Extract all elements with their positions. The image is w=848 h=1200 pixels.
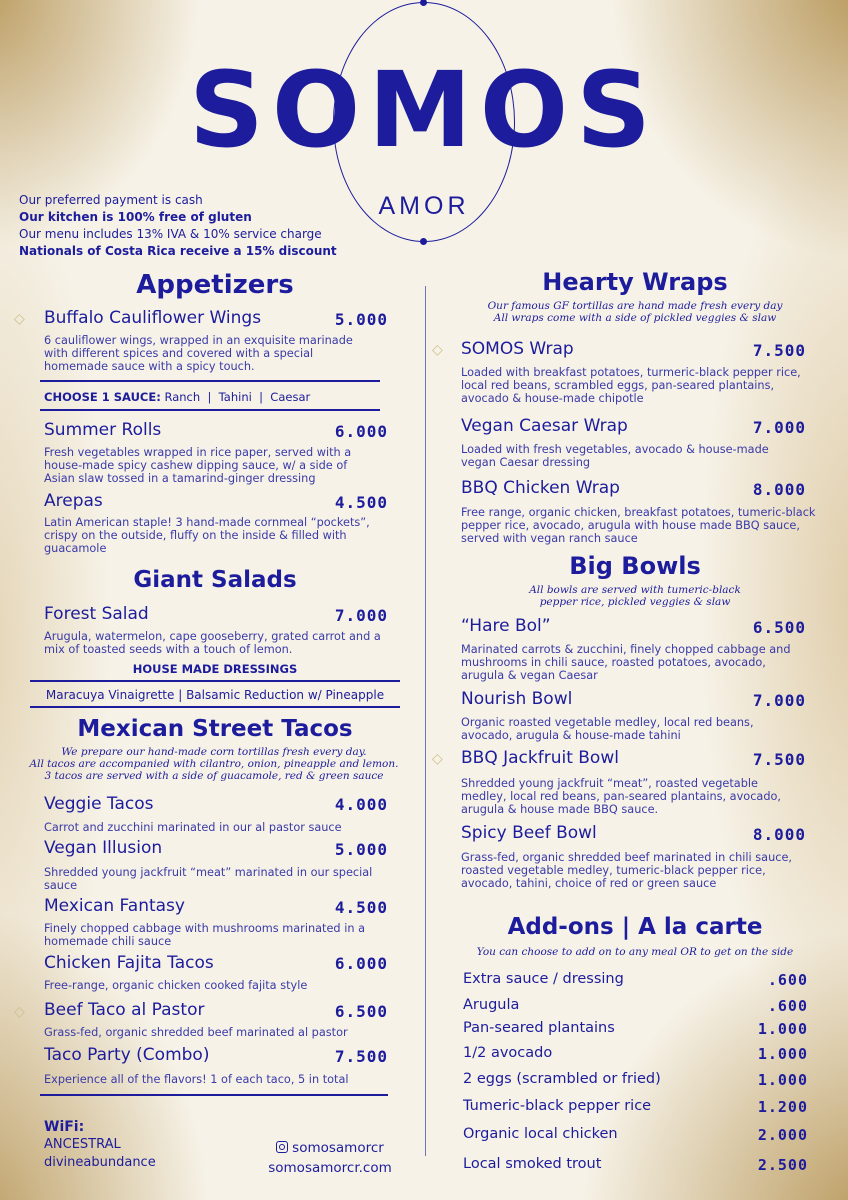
note-line: Our famous GF tortillas are hand made fresh every day <box>487 300 783 312</box>
item-name: Beef Taco al Pastor <box>44 1000 205 1020</box>
addon-name: Organic local chicken <box>463 1126 618 1142</box>
item-name: Vegan Illusion <box>44 838 163 858</box>
addon-name: Tumeric-black pepper rice <box>463 1098 652 1114</box>
addon-price: .600 <box>767 971 808 989</box>
item-price: 7.000 <box>334 606 388 625</box>
item-price: 7.000 <box>752 691 806 710</box>
addon-name: 1/2 avocado <box>463 1045 553 1061</box>
item-name: Forest Salad <box>44 604 149 624</box>
item-price: 8.000 <box>752 480 806 499</box>
section-title-appetizers: Appetizers <box>136 270 294 300</box>
addon-name: 2 eggs (scrambled or fried) <box>463 1071 661 1087</box>
sauce-choice <box>44 390 310 404</box>
section-title-addons: Add-ons | A la carte <box>507 914 763 940</box>
item-price: 7.500 <box>752 750 806 769</box>
divider-line <box>40 380 380 382</box>
instagram-text: somosamorcr <box>292 1140 384 1156</box>
wifi-network: ANCESTRAL <box>44 1137 121 1152</box>
logo-dot-bottom <box>420 238 427 245</box>
item-price: 4.500 <box>334 493 388 512</box>
wraps-note <box>440 300 830 324</box>
logo-wordmark: SOMOS <box>188 49 660 171</box>
item-description: Free range, organic chicken, breakfast potatoes, tumeric-black pepper rice, avocado, arugula with house made BBQ sauce, served with vegan ranch sauce <box>461 506 816 545</box>
divider-line <box>30 706 400 708</box>
info-payment: Our preferred payment is cash <box>19 193 203 207</box>
instagram-handle[interactable] <box>250 1138 410 1158</box>
column-divider <box>425 286 426 1156</box>
item-name: SOMOS Wrap <box>461 339 574 359</box>
item-description: Grass-fed, organic shredded beef marinated in chili sauce, roasted vegetable medley, tumeric-black pepper rice, avocado, tahini, choice of red or green sauce <box>461 851 793 890</box>
divider-line <box>40 409 380 411</box>
item-price: 5.000 <box>334 840 388 859</box>
item-description: Latin American staple! 3 hand-made cornmeal “pockets”, crispy on the outside, fluffy on the inside & filled with guacamole <box>44 516 370 555</box>
addon-name: Arugula <box>463 997 520 1013</box>
item-description: Loaded with fresh vegetables, avocado & house-made vegan Caesar dressing <box>461 443 769 469</box>
item-price: 6.500 <box>752 618 806 637</box>
item-description: Arugula, watermelon, cape gooseberry, grated carrot and a mix of toasted seeds with a touch of lemon. <box>44 630 381 656</box>
item-price: 7.000 <box>752 418 806 437</box>
addon-price: 2.500 <box>757 1156 808 1174</box>
addon-name: Local smoked trout <box>463 1156 602 1172</box>
dressings-list: Maracuya Vinaigrette | Balsamic Reduction w/ Pineapple <box>45 688 385 702</box>
item-name: “Hare Bol” <box>461 616 551 636</box>
info-taxes: Our menu includes 13% IVA & 10% service charge <box>19 227 322 241</box>
item-description: Fresh vegetables wrapped in rice paper, served with a house-made spicy cashew dipping sauce, w/ a side of Asian slaw tossed in a tamarind-ginger dressing <box>44 446 352 485</box>
item-name: Spicy Beef Bowl <box>461 823 597 843</box>
house-info <box>19 192 337 260</box>
info-discount: Nationals of Costa Rica receive a 15% discount <box>19 244 337 258</box>
dressings-heading: HOUSE MADE DRESSINGS <box>132 662 298 676</box>
item-price: 7.500 <box>752 341 806 360</box>
addon-price: 1.200 <box>757 1098 808 1116</box>
item-price: 6.500 <box>334 1002 388 1021</box>
item-description: Grass-fed, organic shredded beef marinated al pastor <box>44 1026 348 1039</box>
item-price: 4.000 <box>334 795 388 814</box>
addon-name: Extra sauce / dressing <box>463 971 624 987</box>
item-name: Vegan Caesar Wrap <box>461 416 628 436</box>
item-price: 4.500 <box>334 898 388 917</box>
diamond-icon: ◇ <box>432 342 443 358</box>
item-price: 6.000 <box>334 954 388 973</box>
item-name: Buffalo Cauliflower Wings <box>44 308 262 328</box>
social-links <box>250 1138 410 1178</box>
sauce-label: CHOOSE 1 SAUCE: <box>44 390 161 404</box>
diamond-icon: ◇ <box>14 311 25 327</box>
addon-price: 1.000 <box>757 1045 808 1063</box>
item-description: 6 cauliflower wings, wrapped in an exquisite marinade with different spices and covered with a special homemade sauce with a spicy touch. <box>44 334 353 373</box>
item-name: Mexican Fantasy <box>44 896 185 916</box>
item-name: Taco Party (Combo) <box>44 1045 210 1065</box>
item-description: Marinated carrots & zucchini, finely chopped cabbage and mushrooms in chili sauce, roasted potatoes, avocado, arugula & vegan Caesar <box>461 643 791 682</box>
item-price: 6.000 <box>334 422 388 441</box>
item-name: Summer Rolls <box>44 420 162 440</box>
item-description: Experience all of the flavors! 1 of each taco, 5 in total <box>44 1073 349 1086</box>
addon-price: 2.000 <box>757 1126 808 1144</box>
note-line: All bowls are served with tumeric-black <box>529 584 741 596</box>
item-price: 7.500 <box>334 1047 388 1066</box>
addon-price: 1.000 <box>757 1071 808 1089</box>
note-line: pepper rice, pickled veggies & slaw <box>539 596 731 608</box>
section-title-salads: Giant Salads <box>133 567 297 593</box>
bowls-note <box>440 584 830 608</box>
note-line: All tacos are accompanied with cilantro, onion, pineapple and lemon. <box>29 758 399 770</box>
item-description: Shredded young jackfruit “meat”, roasted vegetable medley, local red beans, pan-seared plantains, avocado, arugula & house made BBQ sauce. <box>461 777 782 816</box>
item-description: Free-range, organic chicken cooked fajita style <box>44 979 308 992</box>
note-line: All wraps come with a side of pickled veggies & slaw <box>493 312 777 324</box>
item-price: 8.000 <box>752 825 806 844</box>
item-name: BBQ Chicken Wrap <box>461 478 620 498</box>
divider-line <box>30 680 400 682</box>
wifi-label: WiFi: <box>44 1119 85 1135</box>
item-name: Veggie Tacos <box>44 794 154 814</box>
note-line: 3 tacos are served with a side of guacamole, red & green sauce <box>44 770 384 782</box>
item-name: Nourish Bowl <box>461 689 573 709</box>
section-title-tacos: Mexican Street Tacos <box>77 716 353 742</box>
logo-subtitle: AMOR <box>378 192 470 220</box>
addon-price: .600 <box>767 997 808 1015</box>
wifi-password: divineabundance <box>44 1155 156 1170</box>
item-description: Finely chopped cabbage with mushrooms marinated in a homemade chili sauce <box>44 922 366 948</box>
item-price: 5.000 <box>334 310 388 329</box>
addon-price: 1.000 <box>757 1020 808 1038</box>
item-name: Chicken Fajita Tacos <box>44 953 214 973</box>
diamond-icon: ◇ <box>14 1004 25 1020</box>
section-title-bowls: Big Bowls <box>569 552 701 580</box>
item-description: Loaded with breakfast potatoes, turmeric-black pepper rice, local red beans, scrambled eggs, pan-seared plantains, avocado & house-made chipotle <box>461 366 801 405</box>
item-description: Carrot and zucchini marinated in our al pastor sauce <box>44 821 342 834</box>
divider-line <box>40 1094 388 1096</box>
section-title-wraps: Hearty Wraps <box>542 268 728 296</box>
addon-name: Pan-seared plantains <box>463 1020 615 1036</box>
note-line: We prepare our hand-made corn tortillas fresh every day. <box>61 746 367 758</box>
item-name: Arepas <box>44 491 103 511</box>
diamond-icon: ◇ <box>432 751 443 767</box>
info-gluten-free: Our kitchen is 100% free of gluten <box>19 210 252 224</box>
wifi-info <box>44 1118 156 1172</box>
website-link[interactable]: somosamorcr.com <box>268 1160 392 1176</box>
tacos-note <box>14 746 414 782</box>
item-description: Organic roasted vegetable medley, local red beans, avocado, arugula & house-made tahini <box>461 716 754 742</box>
instagram-icon <box>276 1141 288 1153</box>
item-name: BBQ Jackfruit Bowl <box>461 748 619 768</box>
sauce-options: Ranch | Tahini | Caesar <box>164 390 311 404</box>
item-description: Shredded young jackfruit “meat” marinated in our special sauce <box>44 866 373 892</box>
addons-note: You can choose to add on to any meal OR to get on the side <box>476 946 794 958</box>
